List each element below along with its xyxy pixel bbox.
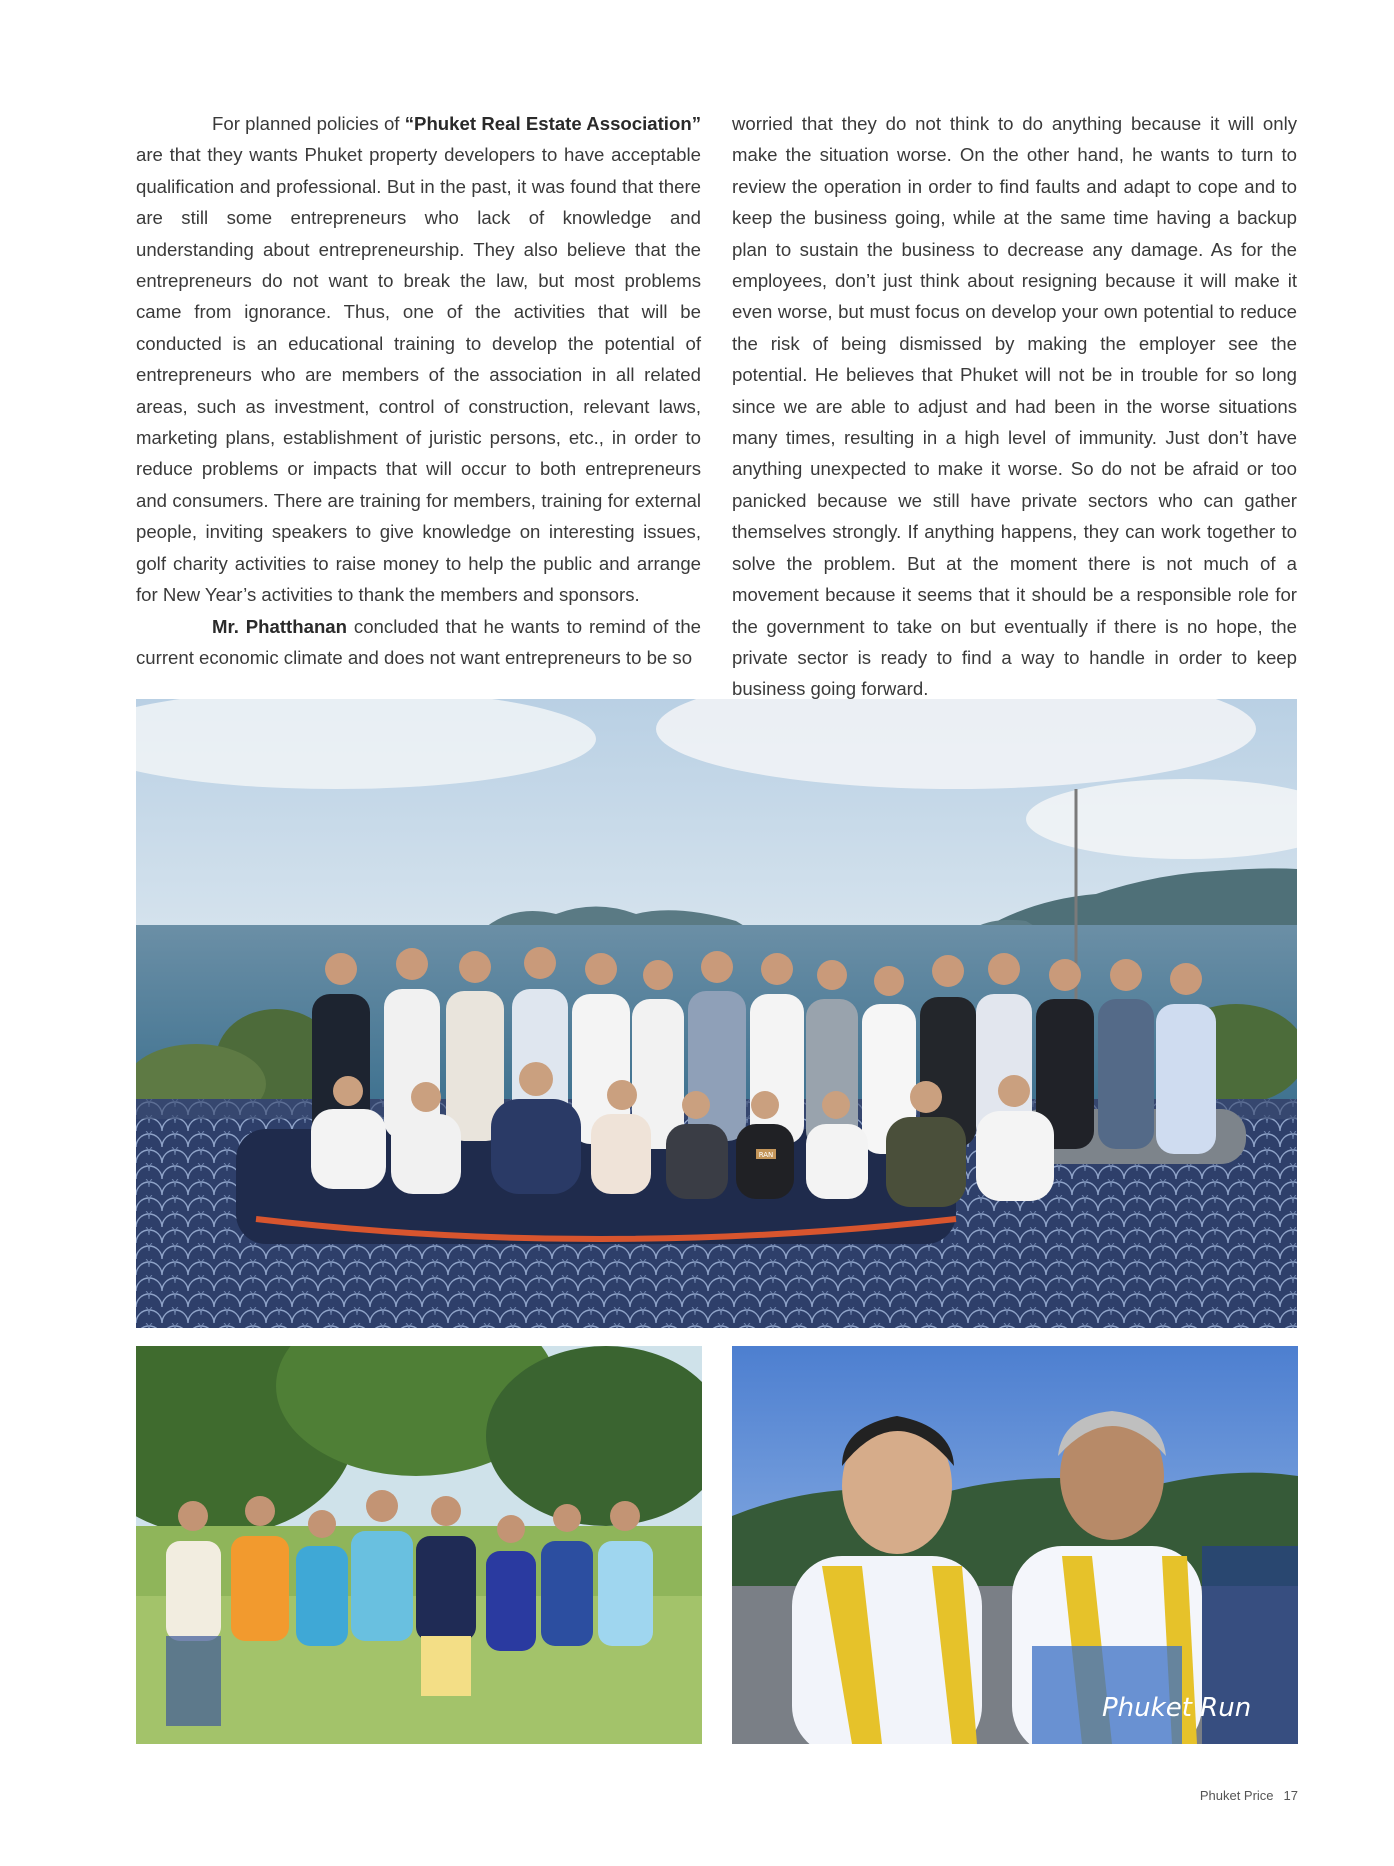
paragraph-body: are that they wants Phuket property developers to have acceptable qualification and professional. But in the past, it was found that there are still some entrepreneurs who lack of knowledge and understanding about entrepreneurship. They also believe that the entrepreneurs do not want to break the law, but most problems came from ignorance. Thus, one of the activities that will be conducted is an educational training to develop the potential of entrepreneurs who are members of the association in all related areas, such as investment, control of construction, relevant laws, marketing plans, establishment of juristic persons, etc., in order to reduce problems or impacts that will occur to both entrepreneurs and consumers. There are training for members, training for external people, inviting speakers to give knowledge on interesting issues, golf charity activities to raise money to help the public and arrange for New Year’s activities to thank the members and sponsors. bbox=[136, 144, 701, 606]
phuket-run-photo bbox=[732, 1346, 1298, 1744]
paragraph-association-policies bbox=[136, 108, 701, 611]
paragraph-conclusion bbox=[136, 611, 701, 674]
page-footer bbox=[1190, 1788, 1298, 1803]
paragraph-body: concluded that he wants to remind of the current economic climate and does not want entrepreneurs to be so bbox=[136, 615, 701, 668]
article-column-right bbox=[732, 108, 1297, 705]
page-number: 17 bbox=[1283, 1788, 1298, 1803]
shirt-text: Phuket Run bbox=[1102, 1693, 1252, 1723]
article-column-left bbox=[136, 108, 701, 673]
person-name: Mr. Phatthanan bbox=[212, 615, 348, 637]
sign-text: RAN bbox=[758, 1151, 774, 1159]
paragraph-intro: For planned policies of bbox=[212, 113, 405, 134]
paragraph-continued: worried that they do not think to do anything because it will only make the situation worse. On the other hand, he wants to turn to review the operation in order to find faults and adapt to cope and to keep the business going, while at the same time having a backup plan to sustain the business to decrease any damage. As for the employees, don’t just think about resigning because it will make it even worse, but must focus on develop your own potential to reduce the risk of being dismissed by making the employer see the potential. He believes that Phuket will not be in trouble for so long since we are able to adjust and had been in the worse situations many times, resulting in a high level of immunity. Just don’t have anything unexpected to make it worse. So do not be afraid or too panicked because we still have private sectors who can gather themselves strongly. If anything happens, they can work together to solve the problem. But at the moment there is not much of a movement because it seems that it should be a responsible role for the government to take on but eventually if there is no hope, the private sector is ready to find a way to handle in order to keep business going forward. bbox=[732, 113, 1297, 700]
association-name: “Phuket Real Estate Association” bbox=[404, 113, 701, 134]
golf-charity-photo bbox=[136, 1346, 702, 1744]
publication-name: Phuket Price bbox=[1199, 1788, 1274, 1803]
group-photo-rooftop bbox=[136, 699, 1297, 1328]
